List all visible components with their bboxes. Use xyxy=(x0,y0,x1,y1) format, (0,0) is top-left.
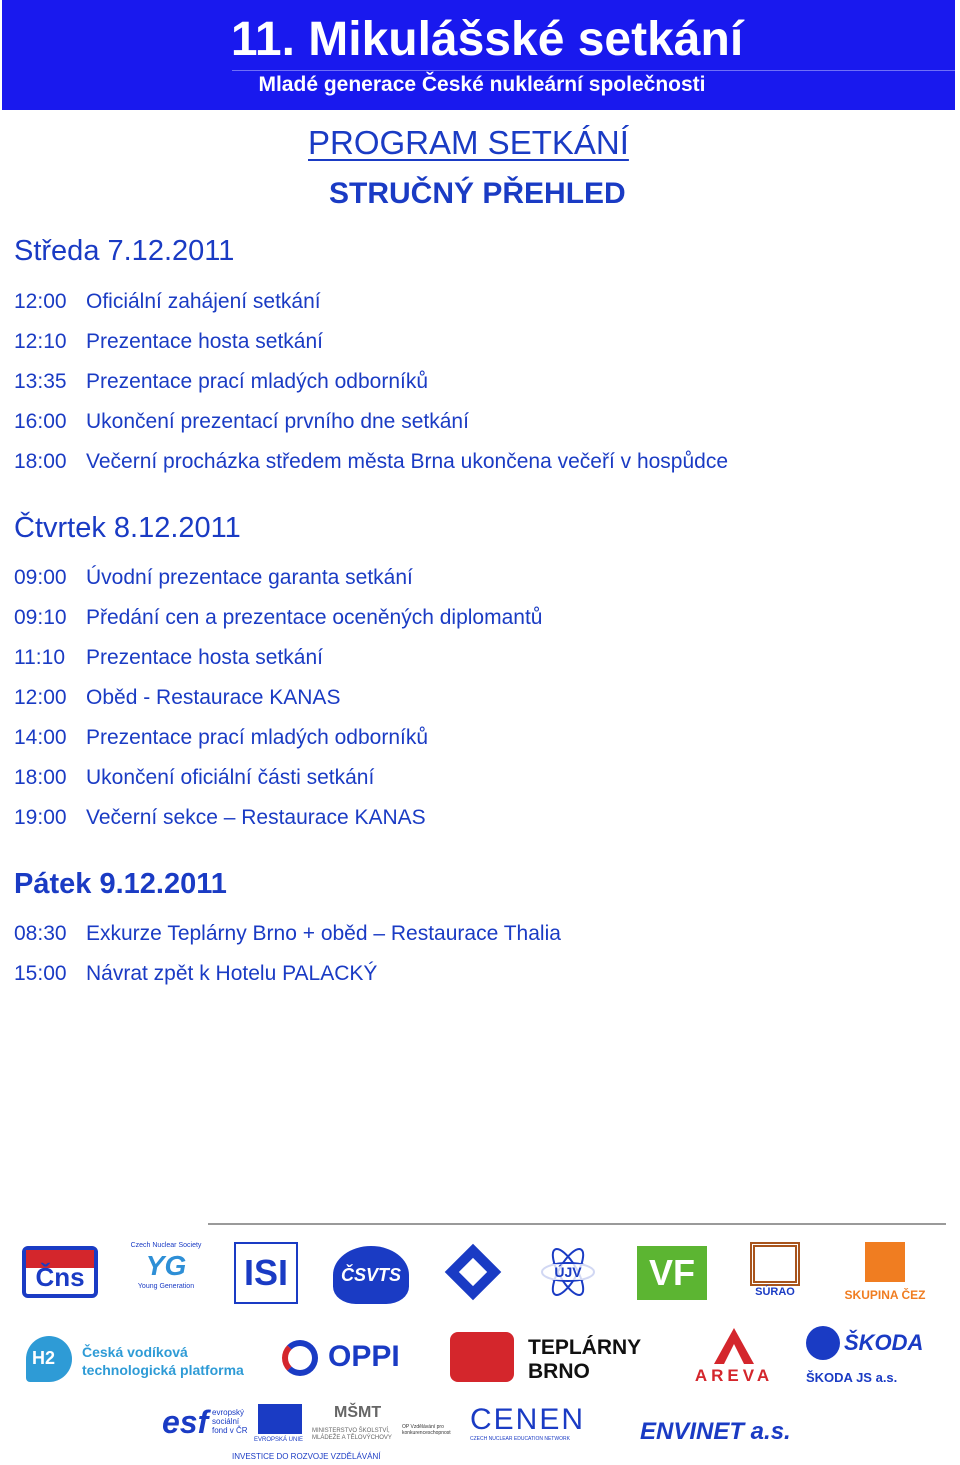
eu-caption: EVROPSKÁ UNIE xyxy=(254,1437,304,1443)
program-subtitle: STRUČNÝ PŘEHLED xyxy=(329,177,626,210)
areva-logo xyxy=(682,1326,786,1388)
schedule-item xyxy=(14,645,323,671)
areva-a-icon xyxy=(682,1326,786,1366)
skoda-js-text: ŠKODA JS a.s. xyxy=(806,1370,898,1385)
cns-logo-text: Čns xyxy=(35,1262,85,1292)
yg-logo xyxy=(126,1242,206,1304)
item-time: 13:35 xyxy=(14,370,67,393)
ujv-logo-text: ÚJV xyxy=(540,1264,596,1280)
schedule-item xyxy=(14,765,374,791)
schedule-item xyxy=(14,329,323,355)
schedule-item xyxy=(14,961,377,987)
oppi-circle-icon xyxy=(282,1340,318,1376)
teplarny-line2: BRNO xyxy=(528,1360,590,1383)
skoda-logo xyxy=(806,1326,926,1388)
item-text: Oběd - Restaurace KANAS xyxy=(86,686,341,709)
item-text: Prezentace prací mladých odborníků xyxy=(86,370,429,393)
item-time: 18:00 xyxy=(14,766,67,789)
day-heading-wednesday: Středa 7.12.2011 xyxy=(14,235,235,267)
esf-logo-text: esf xyxy=(162,1404,209,1440)
item-text: Prezentace prací mladých odborníků xyxy=(86,726,429,749)
item-time: 19:00 xyxy=(14,806,67,829)
schedule-item xyxy=(14,725,428,751)
isi-logo-text: ISI xyxy=(243,1252,288,1293)
vf-logo-text: VF xyxy=(648,1252,695,1293)
schedule-item xyxy=(14,805,426,831)
schedule-item xyxy=(14,921,561,947)
item-time: 12:10 xyxy=(14,330,67,353)
msmt-caption: MINISTERSTVO ŠKOLSTVÍ, MLÁDEŽE A TĚLOVÝCHOVY xyxy=(312,1428,392,1441)
skoda-logo-text: ŠKODA xyxy=(844,1330,924,1355)
surao-logo-mark xyxy=(750,1242,800,1286)
cenen-logo xyxy=(470,1404,600,1448)
teplarny-logo xyxy=(450,1330,650,1386)
yg-logo-bottom: Young Generation xyxy=(137,1283,195,1290)
diamond-logo-icon xyxy=(443,1242,503,1302)
ujv-logo xyxy=(540,1242,596,1302)
item-time: 18:00 xyxy=(14,450,67,473)
program-title: PROGRAM SETKÁNÍ xyxy=(308,124,629,161)
day-heading-friday: Pátek 9.12.2011 xyxy=(14,868,227,900)
item-time: 08:30 xyxy=(14,922,67,945)
teplarny-line1: TEPLÁRNY xyxy=(528,1336,642,1359)
schedule-item xyxy=(14,565,413,591)
areva-logo-text: AREVA xyxy=(694,1366,774,1385)
item-text: Večerní sekce – Restaurace KANAS xyxy=(86,806,426,829)
skoda-wing-icon xyxy=(806,1326,840,1360)
h2-platform-logo xyxy=(26,1328,251,1388)
esf-caption: evropský sociální fond v ČR xyxy=(212,1408,248,1435)
cenen-caption: CZECH NUCLEAR EDUCATION NETWORK xyxy=(470,1436,570,1442)
event-title: 11. Mikulášské setkání xyxy=(230,13,744,66)
eu-flag-icon xyxy=(258,1404,302,1434)
oppi-logo xyxy=(282,1336,422,1380)
item-time: 11:10 xyxy=(14,646,65,669)
envinet-logo-text: ENVINET a.s. xyxy=(640,1418,791,1445)
surao-logo-text: SÚRAO xyxy=(755,1286,795,1298)
event-subtitle: Mladé generace České nukleární společnosti xyxy=(258,73,706,96)
item-text: Exkurze Teplárny Brno + oběd – Restaurace Thalia xyxy=(86,922,561,945)
item-time: 12:00 xyxy=(14,686,67,709)
oppi-logo-text: OPPI xyxy=(328,1340,400,1373)
item-text: Předání cen a prezentace oceněných diplomantů xyxy=(86,606,543,629)
esf-logo-strip xyxy=(162,1404,462,1464)
item-text: Večerní procházka středem města Brna ukončena večeří v hospůdce xyxy=(86,450,729,473)
op-caption: OP Vzdělávání pro konkurenceschopnost xyxy=(402,1424,451,1436)
item-time: 09:00 xyxy=(14,566,67,589)
item-text: Ukončení oficiální části setkání xyxy=(86,766,375,789)
cez-logo-text: SKUPINA ČEZ xyxy=(844,1288,926,1302)
item-text: Prezentace hosta setkání xyxy=(86,330,323,353)
envinet-logo xyxy=(640,1418,810,1448)
schedule-item xyxy=(14,289,321,315)
esf-bottom-caption: INVESTICE DO ROZVOJE VZDĚLÁVÁNÍ xyxy=(232,1452,381,1461)
item-text: Prezentace hosta setkání xyxy=(86,646,323,669)
item-time: 09:10 xyxy=(14,606,67,629)
schedule-item xyxy=(14,685,340,711)
schedule-item xyxy=(14,605,542,631)
csvts-logo-text: ČSVTS xyxy=(340,1265,401,1285)
yg-logo-text: YG xyxy=(145,1250,187,1281)
item-text: Úvodní prezentace garanta setkání xyxy=(86,566,413,589)
schedule-item xyxy=(14,369,428,395)
yg-logo-top: Czech Nuclear Society xyxy=(130,1242,202,1249)
banner-divider xyxy=(232,70,955,71)
item-time: 15:00 xyxy=(14,962,67,985)
item-time: 14:00 xyxy=(14,726,67,749)
sponsor-divider xyxy=(208,1223,946,1225)
item-time: 16:00 xyxy=(14,410,67,433)
h2-logo-text: H2 xyxy=(32,1348,56,1368)
vf-logo xyxy=(637,1246,707,1300)
msmt-logo-text: MŠMT xyxy=(334,1404,382,1421)
h2-logo-line1: Česká vodíková xyxy=(82,1344,188,1360)
item-time: 12:00 xyxy=(14,290,67,313)
surao-logo xyxy=(747,1242,803,1304)
item-text: Návrat zpět k Hotelu PALACKÝ xyxy=(86,962,378,985)
cenen-logo-text: CENEN xyxy=(470,1403,586,1436)
csvts-logo xyxy=(333,1246,409,1304)
schedule-item xyxy=(14,449,728,475)
item-text: Oficiální zahájení setkání xyxy=(86,290,321,313)
cns-logo xyxy=(22,1246,98,1298)
h2-logo-line2: technologická platforma xyxy=(82,1362,244,1378)
item-text: Ukončení prezentací prvního dne setkání xyxy=(86,410,469,433)
day-heading-thursday: Čtvrtek 8.12.2011 xyxy=(14,512,241,544)
cez-logo xyxy=(840,1242,930,1304)
cez-logo-mark xyxy=(865,1242,905,1282)
header-banner xyxy=(2,0,955,110)
isi-logo xyxy=(234,1242,298,1304)
schedule-item xyxy=(14,409,469,435)
teplarny-mark xyxy=(450,1332,514,1382)
